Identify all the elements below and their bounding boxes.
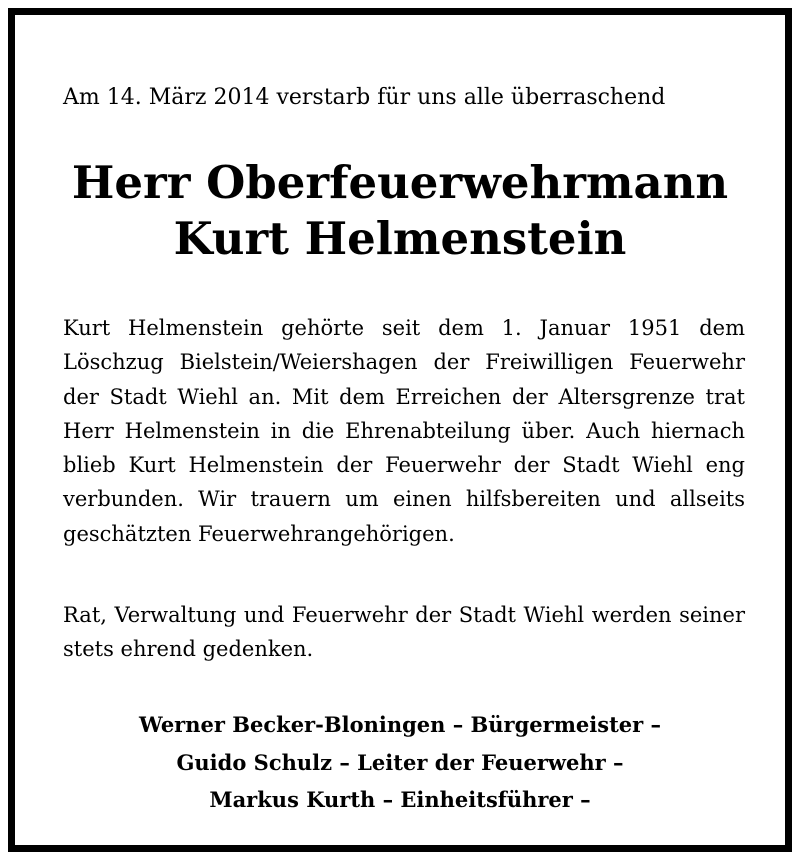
intro-line: Am 14. März 2014 verstarb für uns alle überraschend — [63, 85, 666, 110]
biography-paragraph: Kurt Helmenstein gehörte seit dem 1. Januar 1951 dem Löschzug Bielstein/Weiershagen der Freiwilligen Feuerwehr der Stadt Wiehl an. Mit dem Erreichen der Altersgrenze trat Herr Helmenstein in die Ehrenabteilung über. Auch hiernach blieb Kurt Helmenstein der Feuerwehr der Stadt Wiehl eng verbunden. Wir trauern um einen hilfsbereiten und allseits geschätzten Feuerwehrangehörigen. — [63, 316, 745, 546]
title-rank: Herr Oberfeuerwehrmann — [71, 156, 729, 209]
signature-mayor: Werner Becker-Bloningen – Bürgermeister – — [138, 712, 662, 737]
signature-block — [15, 706, 785, 819]
obituary-notice — [8, 8, 792, 852]
signature-unit-leader: Markus Kurth – Einheitsführer – — [209, 787, 591, 812]
remembrance-paragraph: Rat, Verwaltung und Feuerwehr der Stadt Wiehl werden seiner stets ehrend gedenken. — [63, 603, 745, 662]
title-name: Kurt Helmenstein — [173, 212, 627, 265]
deceased-title — [15, 155, 785, 267]
signature-fire-chief: Guido Schulz – Leiter der Feuerwehr – — [176, 749, 624, 775]
